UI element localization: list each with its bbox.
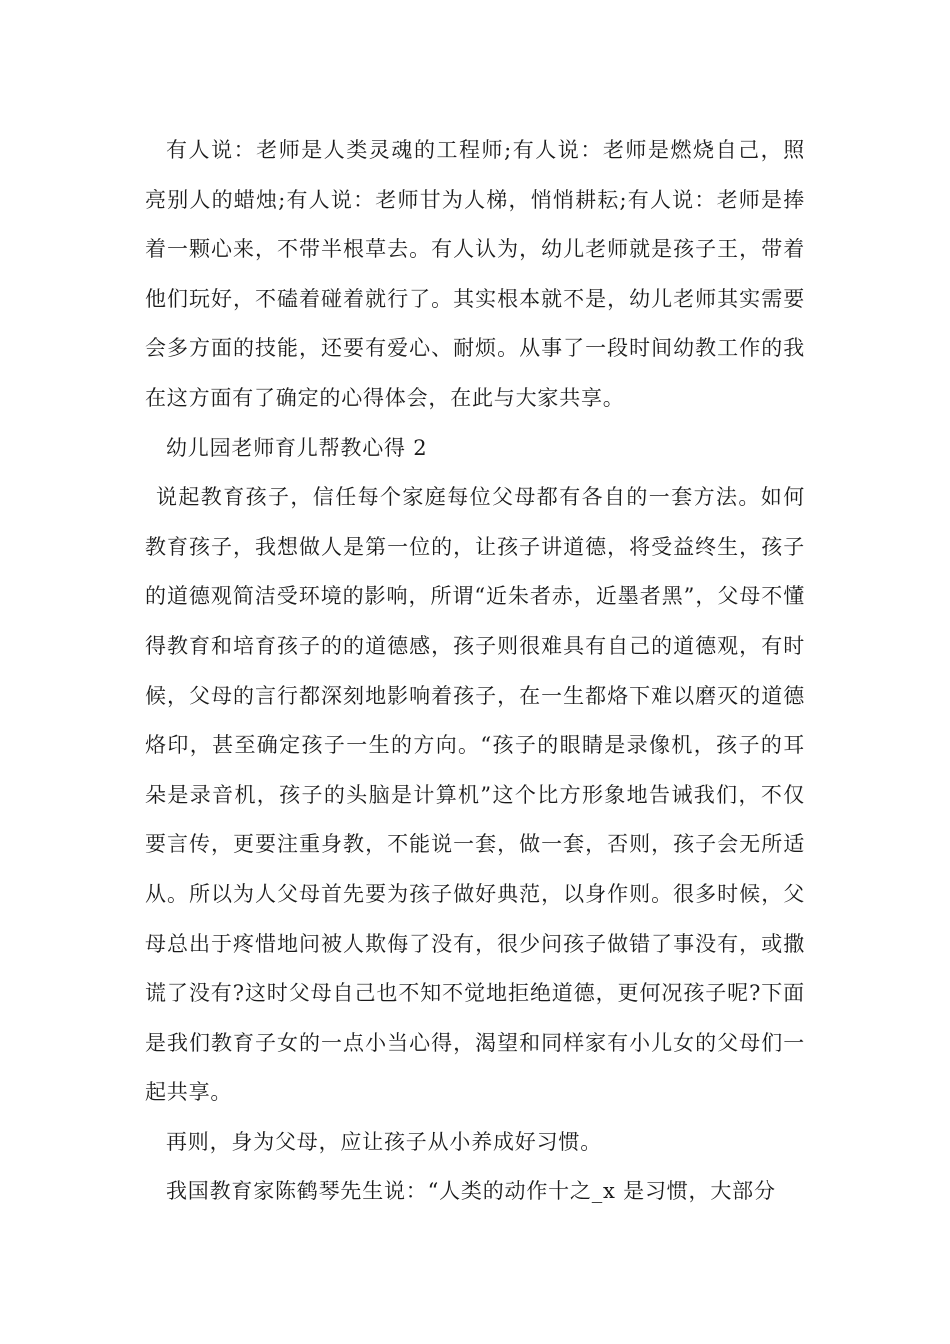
paragraph-teacher-metaphors: 有人说：老师是人类灵魂的工程师;有人说：老师是燃烧自己，照亮别人的蜡烛;有人说：老师甘为人梯，悄悄耕耘;有人说：老师是捧着一颗心来，不带半根草去。有人认为，幼儿老师就是孩子王，带着他们玩好，不磕着碰着就行了。其实根本就不是，幼儿老师其实需要会多方面的技能，还要有爱心、耐烦。从事了一段时间幼教工作的我在这方面有了确定的心得体会，在此与大家共享。 <box>145 138 805 410</box>
paragraph-educator-quote: 我国教育家陈鹤琴先生说：“人类的动作十之_x 是习惯，大部分 <box>166 1179 776 1204</box>
paragraph-moral-education: 说起教育孩子，信任每个家庭每位父母都有各自的一套方法。如何教育孩子，我想做人是第一位的，让孩子讲道德，将受益终生，孩子的道德观简洁受环境的影响，所谓“近朱者赤，近墨者黑”，父母不懂得教育和培育孩子的的道德感，孩子则很难具有自己的道德观，有时候，父母的言行都深刻地影响着孩子，在一生都烙下难以磨灭的道德烙印，甚至确定孩子一生的方向。“孩子的眼睛是录像机，孩子的耳朵是录音机，孩子的头脑是计算机”这个比方形象地告诫我们，不仅要言传，更要注重身教，不能说一套，做一套，否则，孩子会无所适从。所以为人父母首先要为孩子做好典范，以身作则。很多时候，父母总出于疼惜地问被人欺侮了没有，很少问孩子做错了事没有，或撒谎了没有?这时父母自己也不知不觉地拒绝道德，更何况孩子呢?下面是我们教育子女的一点小当心得，渴望和同样家有小儿女的父母们一起共享。 <box>145 485 805 1105</box>
document-page <box>145 126 805 1217</box>
paragraph-good-habits: 再则，身为父母，应让孩子从小养成好习惯。 <box>166 1129 602 1154</box>
section-heading: 幼儿园老师育儿帮教心得 2 <box>166 435 428 460</box>
